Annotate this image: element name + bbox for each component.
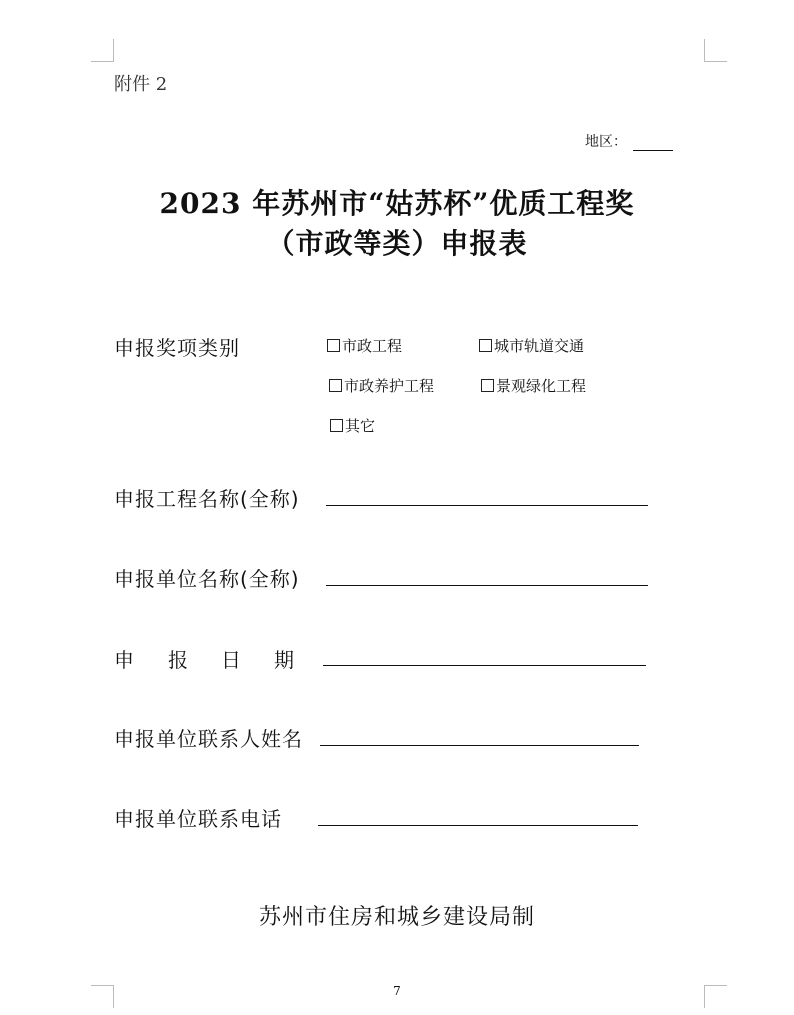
checkbox-icon[interactable] <box>479 339 492 352</box>
option-label: 市政养护工程 <box>344 377 435 395</box>
attachment-label: 附件 2 <box>114 74 168 95</box>
unit-name-label: 申报单位名称(全称) <box>114 567 300 591</box>
option-landscape-greening[interactable] <box>481 375 586 396</box>
option-urban-rail-transit[interactable] <box>479 335 584 356</box>
option-municipal-engineering[interactable] <box>327 335 402 356</box>
award-category-label: 申报奖项类别 <box>114 336 240 360</box>
document-subtitle: （市政等类）申报表 <box>266 227 528 260</box>
contact-phone-label: 申报单位联系电话 <box>114 807 282 831</box>
unit-name-input-line[interactable] <box>326 585 648 586</box>
contact-name-label: 申报单位联系人姓名 <box>114 727 303 751</box>
issuing-organization: 苏州市住房和城乡建设局制 <box>258 905 535 930</box>
region-field <box>585 131 673 151</box>
checkbox-icon[interactable] <box>327 339 340 352</box>
contact-name-input-line[interactable] <box>320 745 639 746</box>
date-label-char-3: 日 <box>221 648 241 672</box>
option-label: 景观绿化工程 <box>496 377 587 395</box>
option-municipal-maintenance[interactable] <box>329 375 434 396</box>
option-label: 城市轨道交通 <box>494 337 585 355</box>
project-name-input-line[interactable] <box>326 505 648 506</box>
date-label-char-2: 报 <box>168 648 188 672</box>
crop-mark-top-left <box>91 39 114 62</box>
document-title: 2023 年苏州市“姑苏杯”优质工程奖 <box>159 187 635 220</box>
date-label-char-4: 期 <box>274 648 294 672</box>
date-input-line[interactable] <box>323 665 646 666</box>
project-name-label: 申报工程名称(全称) <box>114 487 300 511</box>
contact-phone-input-line[interactable] <box>318 825 638 826</box>
checkbox-icon[interactable] <box>481 379 494 392</box>
option-label: 其它 <box>345 417 376 435</box>
checkbox-icon[interactable] <box>329 379 342 392</box>
region-label: 地区： <box>585 134 627 150</box>
crop-mark-top-right <box>704 39 727 62</box>
checkbox-icon[interactable] <box>330 419 343 432</box>
option-label: 市政工程 <box>342 337 403 355</box>
option-other[interactable] <box>330 415 375 436</box>
date-label-char-1: 申 <box>114 648 134 672</box>
page-number: 7 <box>393 984 401 998</box>
region-input-line[interactable] <box>633 136 673 151</box>
